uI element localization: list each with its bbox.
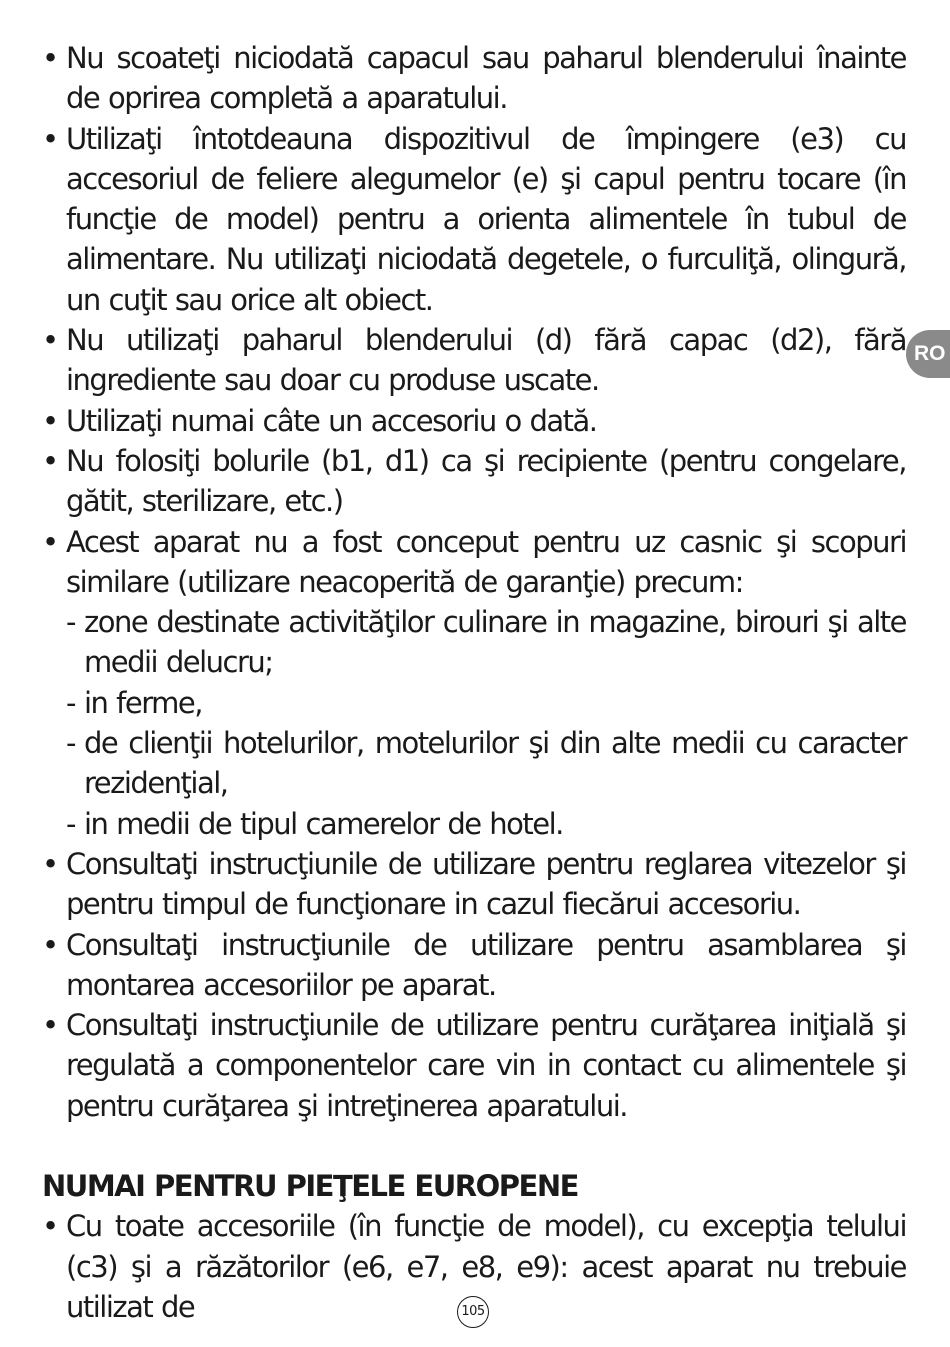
bullet-text: Consultaţi instrucţiunile de utilizare pentru asamblarea şi montarea accesoriilor pe aparat.: [66, 927, 906, 1002]
bullet-text: Utilizaţi numai câte un accesoriu o dată.: [66, 403, 597, 438]
language-tab: RO: [906, 330, 950, 378]
sub-item: [42, 723, 906, 804]
bullet-text: Acest aparat nu a fost conceput pentru uz casnic şi scopuri similare (utilizare neacoperită de garanţie) precum:: [66, 524, 906, 599]
page-number: 105: [457, 1296, 489, 1328]
dash-marker: -: [66, 726, 75, 761]
bullet-marker: •: [42, 403, 58, 438]
bullet-marker: •: [42, 443, 58, 478]
bullet-item: [42, 522, 906, 603]
bullet-text: Nu folosiţi bolurile (b1, d1) ca şi recipiente (pentru congelare, gătit, sterilizare, etc.): [66, 443, 906, 519]
bullet-text: Utilizaţi întotdeauna dispozitivul de împingere (e3) cu accesoriul de feliere alegumelor (e) şi capul pentru tocare (în funcţie de model) pentru a orienta alimentele în tubul de alimentare. Nu utilizaţi niciodată degetele, o furculiţă, olingură, un cuţit sau orice alt obiect.: [66, 121, 906, 317]
bullet-text: Cu toate accesoriile (în funcţie de model), cu excepţia telului (c3) şi a răzătorilor (e6, e7, e8, e9): acest aparat nu trebuie utilizat de: [66, 1209, 906, 1324]
bullet-marker: •: [42, 846, 58, 881]
sub-item-text: in ferme,: [84, 685, 202, 720]
bullet-marker: •: [42, 524, 58, 559]
bullet-text: Nu utilizaţi paharul blenderului (d) fără capac (d2), fără ingrediente sau doar cu produse uscate.: [66, 323, 906, 398]
dash-marker: -: [66, 685, 75, 720]
sub-item-text: in medii de tipul camerelor de hotel.: [84, 806, 563, 841]
section-heading: NUMAI PENTRU PIEŢELE EUROPENE: [42, 1169, 578, 1204]
bullet-marker: •: [42, 121, 58, 156]
bullet-item: [42, 401, 906, 441]
bullet-marker: •: [42, 1209, 58, 1244]
bullet-text: Nu scoateţi niciodată capacul sau paharul blenderului înainte de oprirea completă a aparatului.: [66, 41, 906, 116]
dash-marker: -: [66, 806, 75, 841]
bullet-marker: •: [42, 927, 58, 962]
sub-item-text: de clienţii hotelurilor, motelurilor şi din alte medii cu caracter rezidenţial,: [84, 726, 906, 801]
bullet-item: [42, 925, 906, 1006]
sub-item: [42, 683, 906, 723]
sub-item: [42, 602, 906, 683]
sub-item-text: zone destinate activităţilor culinare in magazine, birouri şi alte medii delucru;: [84, 605, 906, 680]
sub-item: [42, 804, 906, 844]
bullet-item: [42, 119, 906, 320]
bullet-item: [42, 38, 906, 119]
bullet-item: [42, 1005, 906, 1126]
bullet-text: Consultaţi instrucţiunile de utilizare pentru reglarea vitezelor şi pentru timpul de funcţionare in cazul fiecărui accesoriu.: [66, 846, 906, 922]
bullet-text: Consultaţi instrucţiunile de utilizare pentru curăţarea iniţială şi regulată a componentelor care vin in contact cu alimentele şi pentru curăţarea şi intreţinerea aparatului.: [66, 1008, 906, 1123]
bullet-marker: •: [42, 41, 58, 75]
bullet-item: [42, 320, 906, 401]
dash-marker: -: [66, 605, 75, 640]
bullet-marker: •: [42, 1008, 58, 1043]
bullet-item: [42, 844, 906, 925]
bullet-marker: •: [42, 323, 58, 358]
safety-instructions: [42, 38, 906, 1327]
bullet-item: [42, 441, 906, 522]
